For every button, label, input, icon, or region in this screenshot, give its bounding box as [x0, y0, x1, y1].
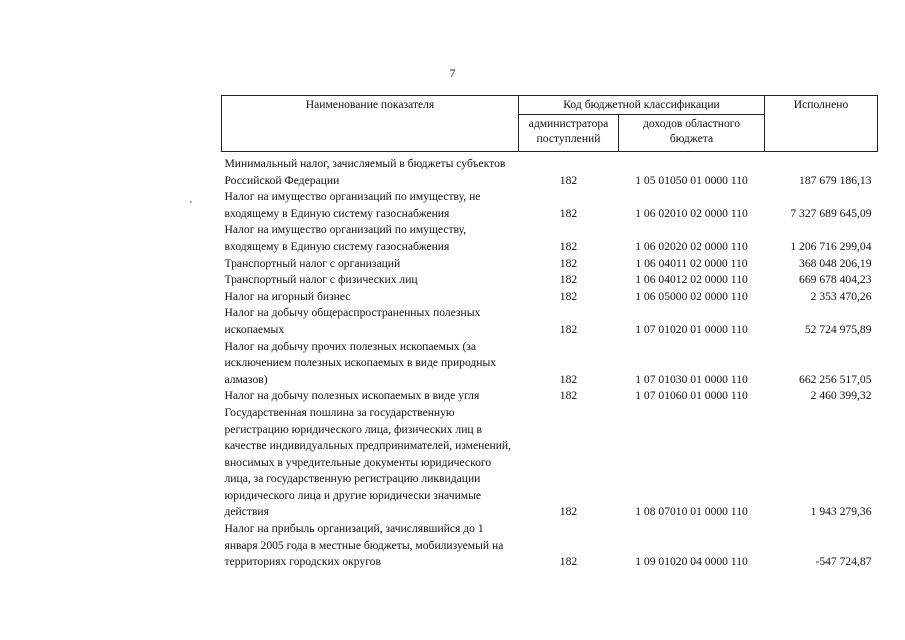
row-name: Налог на прибыль организаций, зачислявшийся до 1 января 2005 года в местные бюджеты, мобилизуемый на территориях городских округов — [224, 522, 504, 569]
row-administrator-code: 182 — [559, 206, 578, 220]
row-executed-amount: 669 678 404,23 — [799, 273, 872, 287]
table-row — [222, 521, 878, 571]
header-executed: Исполнено — [765, 96, 878, 152]
header-administrator: администратора поступлений — [519, 115, 619, 152]
row-income-code: 1 07 01060 01 0000 110 — [635, 389, 748, 403]
table-row — [222, 272, 878, 289]
row-administrator-code: 182 — [559, 555, 578, 569]
row-executed-amount: 662 256 517,05 — [799, 372, 872, 386]
row-administrator-code: 182 — [559, 389, 578, 403]
row-administrator-code: 182 — [559, 505, 578, 519]
row-income-code: 1 06 02020 02 0000 110 — [635, 239, 748, 253]
margin-mark: ' — [190, 200, 192, 211]
table-row — [222, 289, 878, 306]
header-regional-income: доходов областного бюджета — [619, 115, 765, 152]
row-name: Налог на игорный бизнес — [224, 289, 351, 303]
row-income-code: 1 09 01020 04 0000 110 — [635, 555, 748, 569]
row-name: Транспортный налог с организаций — [224, 256, 401, 270]
row-income-code: 1 08 07010 01 0000 110 — [635, 505, 748, 519]
header-indicator-name: Наименование показателя — [222, 96, 519, 152]
row-income-code: 1 07 01030 01 0000 110 — [635, 372, 748, 386]
row-executed-amount: 1 206 716 299,04 — [790, 239, 872, 253]
row-administrator-code: 182 — [559, 273, 578, 287]
row-executed-amount: 2 460 399,32 — [810, 389, 872, 403]
table-row — [222, 339, 878, 389]
row-name: Налог на добычу полезных ископаемых в виде угля — [224, 389, 480, 403]
table-body — [222, 152, 878, 571]
row-administrator-code: 182 — [559, 173, 578, 187]
table-row — [222, 305, 878, 338]
row-administrator-code: 182 — [559, 289, 578, 303]
row-administrator-code: 182 — [559, 256, 578, 270]
table-row — [222, 256, 878, 273]
table-row — [222, 405, 878, 521]
row-income-code: 1 06 04012 02 0000 110 — [635, 273, 748, 287]
row-income-code: 1 07 01020 01 0000 110 — [635, 322, 748, 336]
row-executed-amount: 187 679 186,13 — [799, 173, 872, 187]
budget-income-table — [221, 95, 878, 571]
row-executed-amount: 52 724 975,89 — [804, 322, 872, 336]
row-income-code: 1 06 02010 02 0000 110 — [635, 206, 748, 220]
row-name: Налог на добычу общераспространенных полезных ископаемых — [224, 306, 481, 336]
row-executed-amount: -547 724,87 — [815, 555, 872, 569]
page-number: 7 — [449, 66, 456, 80]
row-income-code: 1 06 05000 02 0000 110 — [635, 289, 748, 303]
header-budget-classification-code: Код бюджетной классификации — [519, 96, 765, 115]
table-row — [222, 189, 878, 222]
row-executed-amount: 7 327 689 645,09 — [790, 206, 872, 220]
table-row — [222, 388, 878, 405]
row-executed-amount: 368 048 206,19 — [799, 256, 872, 270]
row-income-code: 1 06 04011 02 0000 110 — [635, 256, 748, 270]
row-name: Минимальный налог, зачисляемый в бюджеты субъектов Российской Федерации — [224, 157, 506, 187]
table-row — [222, 152, 878, 190]
row-name: Налог на добычу прочих полезных ископаемых (за исключением полезных ископаемых в виде природных алмазов) — [224, 339, 497, 386]
row-name: Транспортный налог с физических лиц — [224, 273, 418, 287]
row-administrator-code: 182 — [559, 239, 578, 253]
row-income-code: 1 05 01050 01 0000 110 — [635, 173, 748, 187]
row-administrator-code: 182 — [559, 372, 578, 386]
row-name: Налог на имущество организаций по имуществу, не входящему в Единую систему газоснабжения — [224, 190, 481, 220]
row-name: Налог на имущество организаций по имуществу, входящему в Единую систему газоснабжения — [224, 223, 467, 253]
row-executed-amount: 2 353 470,26 — [810, 289, 872, 303]
table-header — [222, 96, 878, 152]
row-administrator-code: 182 — [559, 322, 578, 336]
row-executed-amount: 1 943 279,36 — [810, 505, 872, 519]
row-name: Государственная пошлина за государственную регистрацию юридического лица, физических лиц в качестве индивидуальных предпринимателей, изменений, вносимых в учредительные документы юридического лица, за государственную регистрацию ликвидации юридического лица и другие юридически значимые действия — [224, 405, 512, 519]
table-row — [222, 222, 878, 255]
